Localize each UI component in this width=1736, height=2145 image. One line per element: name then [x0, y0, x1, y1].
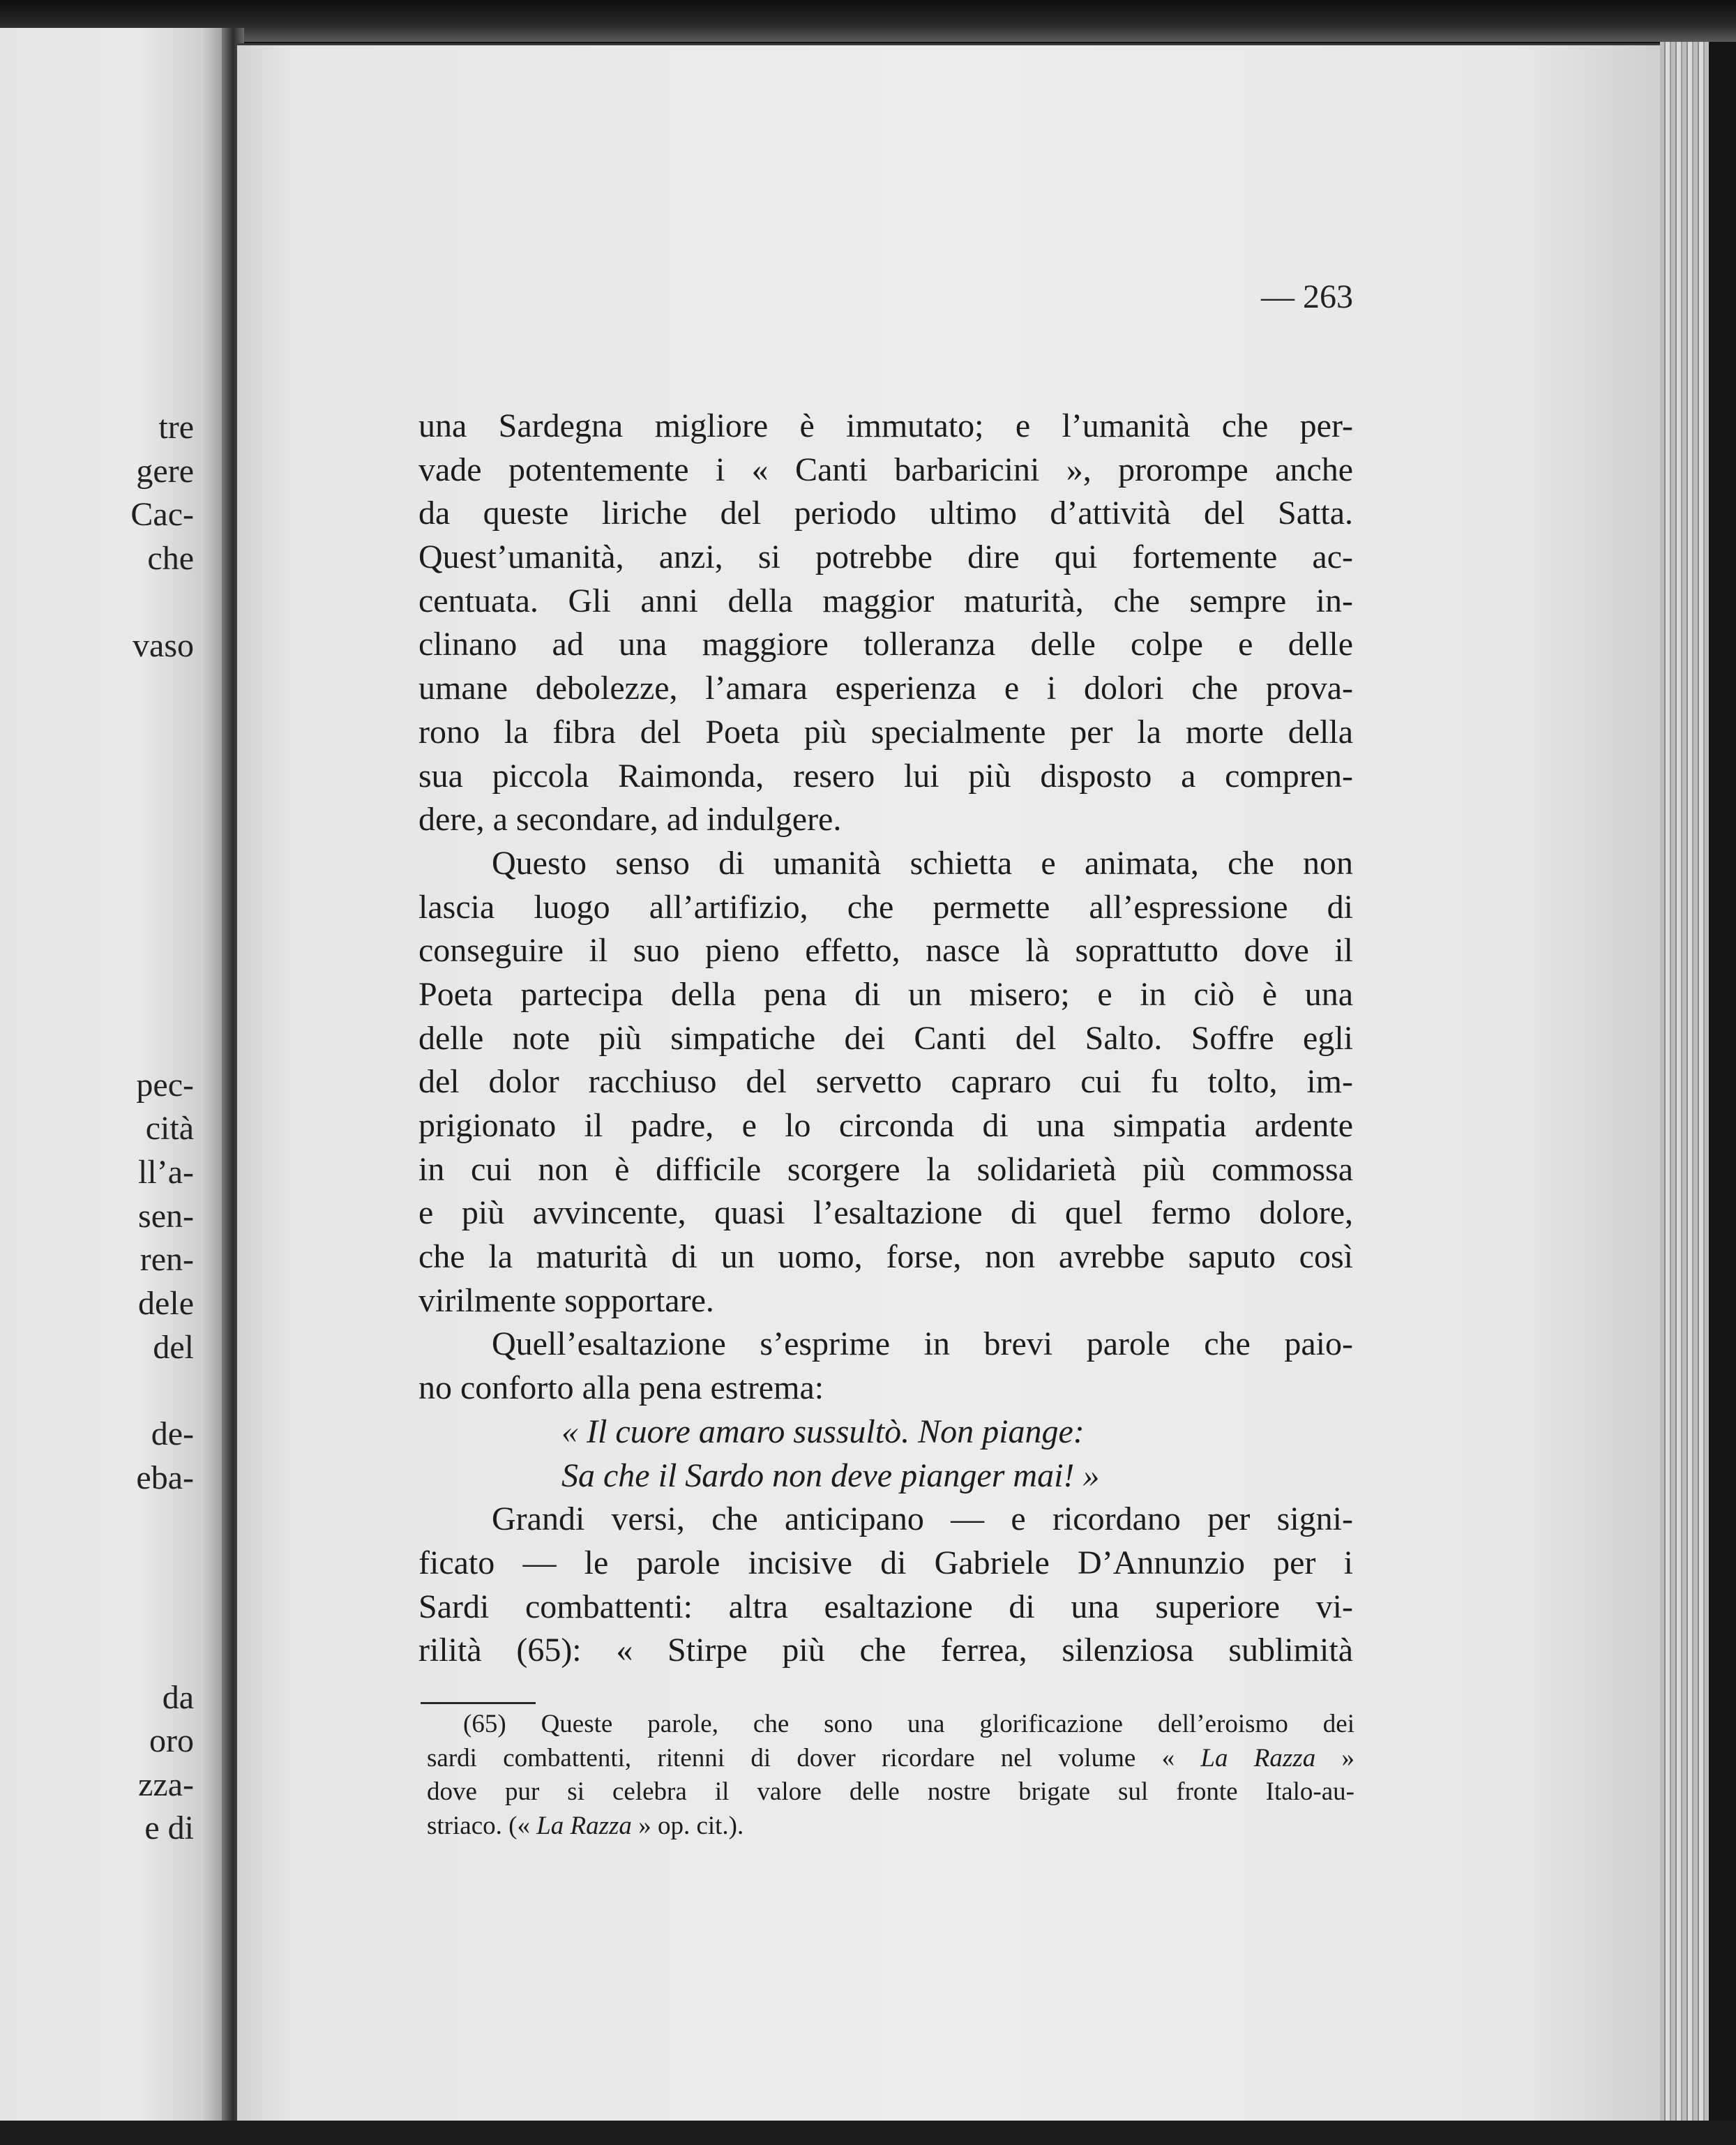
text-line: Quest’umanità, anzi, si potrebbe dire qui fortemente ac-: [418, 539, 1353, 576]
text-line: umane debolezze, l’amara esperienza e i dolori che prova-: [418, 670, 1353, 707]
left-page-fragment: del: [153, 1329, 194, 1366]
left-page-fragment: vaso: [133, 627, 194, 664]
left-page-fragment: che: [147, 540, 194, 577]
left-page-fragment: zza-: [138, 1766, 194, 1803]
text-line: da queste liriche del periodo ultimo d’attività del Satta.: [418, 495, 1353, 532]
text-line: delle note più simpatiche dei Canti del Salto. Soffre egli: [418, 1019, 1353, 1057]
footnote-line: (65) Queste parole, che sono una glorificazione dell’eroismo dei: [463, 1710, 1354, 1738]
left-page-fragment: eba-: [136, 1459, 194, 1496]
text-line: dere, a secondare, ad indulgere.: [418, 801, 842, 838]
text-line: virilmente sopportare.: [418, 1281, 714, 1319]
page-number: — 263: [1261, 278, 1353, 315]
text-line: rono la fibra del Poeta più specialmente per la morte della: [418, 713, 1353, 751]
left-page-fragment: dele: [138, 1285, 194, 1322]
text-line: Questo senso di umanità schietta e animata, che non: [492, 844, 1353, 882]
left-page-fragment: da: [162, 1679, 194, 1716]
left-page-fragment: e di: [144, 1809, 194, 1846]
text-line: vade potentemente i « Canti barbaricini », prorompe anche: [418, 451, 1353, 488]
text-line: lascia luogo all’artifizio, che permette all’espressione di: [418, 888, 1353, 926]
scanner-top-edge: [0, 0, 1736, 42]
left-page: [0, 28, 230, 2128]
footnote: [427, 1708, 1354, 1843]
text-line: che la maturità di un uomo, forse, non avrebbe saputo così: [418, 1238, 1353, 1276]
left-page-fragment: cità: [145, 1110, 194, 1147]
text-line: centuata. Gli anni della maggior maturità, che sempre in-: [418, 582, 1353, 619]
text-line: Quell’esaltazione s’esprime in brevi parole che paio-: [492, 1325, 1353, 1363]
footnote-line: striaco. (« La Razza » op. cit.).: [427, 1811, 744, 1840]
book-title: La Razza: [536, 1811, 632, 1840]
text-line: ficato — le parole incisive di Gabriele D’Annunzio per i: [418, 1544, 1353, 1581]
left-page-fragment: ren-: [139, 1241, 194, 1278]
scanner-right-edge: [1709, 42, 1736, 2145]
book-title: La Razza: [1200, 1743, 1316, 1773]
text-line: una Sardegna migliore è immutato; e l’umanità che per-: [418, 407, 1353, 444]
scanner-bottom-edge: [0, 2121, 1736, 2145]
page-edges: [1660, 42, 1709, 2128]
left-page-fragment: de-: [151, 1415, 194, 1452]
text-line: conseguire il suo pieno effetto, nasce là soprattutto dove il: [418, 932, 1353, 970]
left-page-fragment: ll’a-: [138, 1154, 194, 1191]
text-line: Poeta partecipa della pena di un misero; e in ciò è una: [418, 975, 1353, 1013]
text-line: e più avvincente, quasi l’esaltazione di quel fermo dolore,: [418, 1194, 1353, 1232]
text-line: del dolor racchiuso del servetto capraro cui fu tolto, im-: [418, 1063, 1353, 1101]
verse-line: Sa che il Sardo non deve pianger mai! »: [561, 1457, 1100, 1494]
body-text: [418, 405, 1353, 1673]
left-page-fragment: gere: [136, 453, 194, 490]
left-page-fragment: oro: [149, 1722, 194, 1759]
text-line: Sardi combattenti: altra esaltazione di una superiore vi-: [418, 1588, 1353, 1625]
text-line: sua piccola Raimonda, resero lui più disposto a compren-: [418, 757, 1353, 795]
footnote-line: sardi combattenti, ritenni di dover ricordare nel volume « La Razza »: [427, 1743, 1355, 1773]
text-line: Grandi versi, che anticipano — e ricordano per signi-: [492, 1500, 1353, 1538]
verse-line: « Il cuore amaro sussultò. Non piange:: [561, 1413, 1085, 1450]
left-page-fragment: pec-: [136, 1067, 194, 1104]
left-page-fragment: tre: [158, 409, 194, 446]
left-page-fragment: Cac-: [130, 496, 194, 533]
text-line: no conforto alla pena estrema:: [418, 1369, 824, 1407]
text-line: in cui non è difficile scorgere la solidarietà più commossa: [418, 1150, 1353, 1188]
footnote-line: dove pur si celebra il valore delle nostre brigate sul fronte Italo-au-: [427, 1777, 1354, 1806]
left-page-fragment: sen-: [138, 1198, 194, 1235]
footnote-separator: [421, 1702, 536, 1704]
text-line: rilità (65): « Stirpe più che ferrea, silenziosa sublimità: [418, 1632, 1353, 1669]
text-line: clinano ad una maggiore tolleranza delle colpe e delle: [418, 626, 1353, 663]
text-line: prigionato il padre, e lo circonda di una simpatia ardente: [418, 1107, 1353, 1144]
